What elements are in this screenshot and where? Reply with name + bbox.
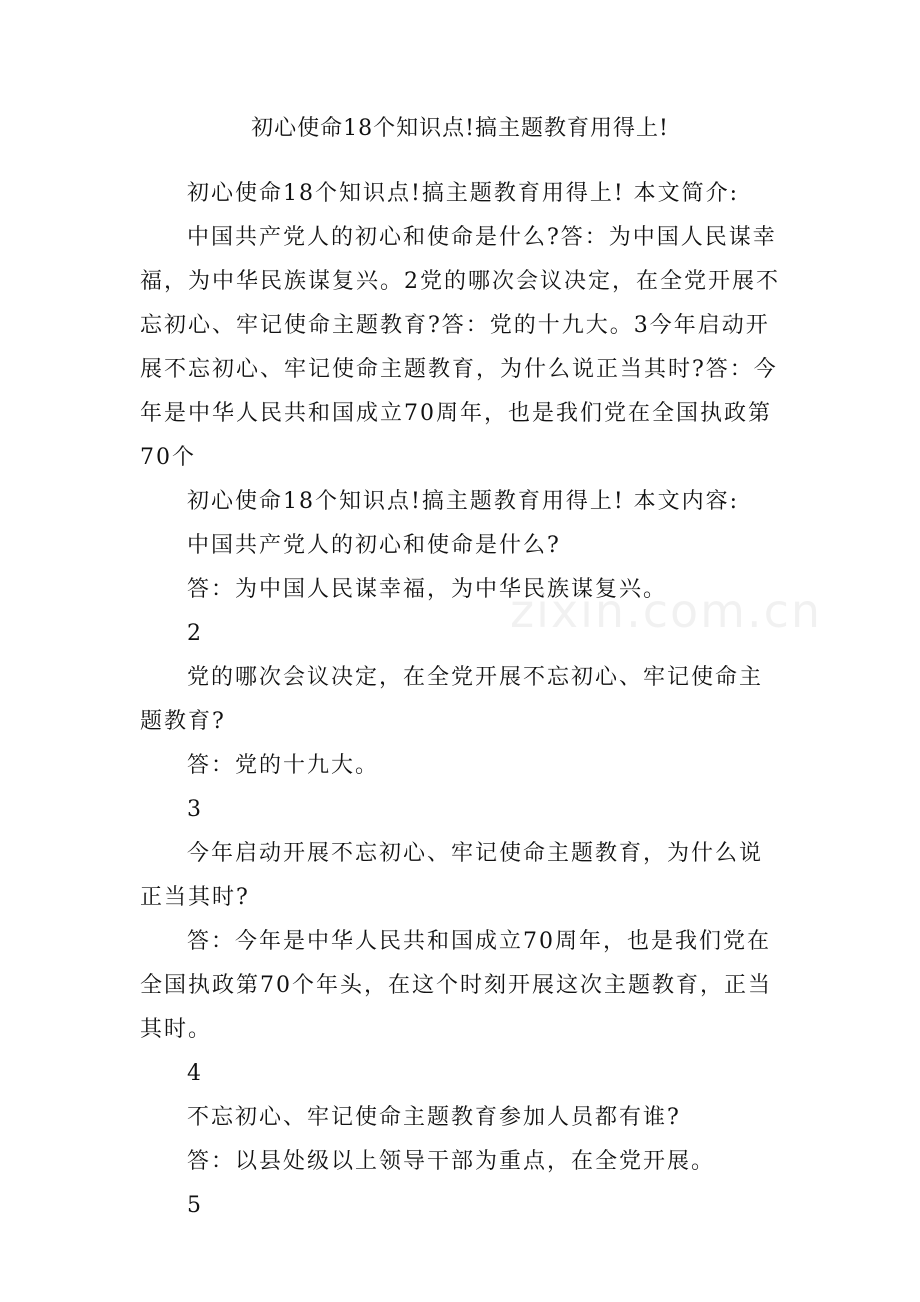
item-number-4: 4 — [187, 1061, 203, 1086]
question-2: 党的哪次会议决定，在全党开展不忘初心、牢记使命主题教育? — [140, 665, 764, 734]
question-4: 不忘初心、牢记使命主题教育参加人员都有谁? — [187, 1105, 681, 1130]
answer-3: 答：今年是中华人民共和国成立70周年，也是我们党在全国执政第70个年头，在这个时刻开展这次主题教育，正当其时。 — [140, 929, 772, 1042]
item-number-5: 5 — [187, 1193, 203, 1218]
item-number-3: 3 — [187, 797, 203, 822]
answer-1: 答：为中国人民谋幸福，为中华民族谋复兴。 — [187, 577, 668, 602]
paragraph-content-heading: 初心使命18个知识点!搞主题教育用得上! 本文内容: — [187, 489, 740, 514]
answer-4: 答：以县处级以上领导干部为重点，在全党开展。 — [187, 1149, 716, 1174]
item-number-2: 2 — [187, 621, 203, 646]
question-1: 中国共产党人的初心和使命是什么? — [187, 533, 561, 558]
paragraph-intro-heading: 初心使命18个知识点!搞主题教育用得上! 本文简介: — [187, 181, 740, 206]
question-3: 今年启动开展不忘初心、牢记使命主题教育，为什么说正当其时? — [140, 841, 764, 910]
answer-2: 答：党的十九大。 — [187, 753, 380, 778]
document-title: 初心使命18个知识点!搞主题教育用得上! — [251, 116, 669, 141]
paragraph-intro-summary: 中国共产党人的初心和使命是什么?答：为中国人民谋幸福，为中华民族谋复兴。2党的哪次会议决定，在全党开展不忘初心、牢记使命主题教育?答：党的十九大。3今年启动开展不忘初心、牢记使命主题教育，为什么说正当其时?答：今年是中华人民共和国成立70周年，也是我们党在全国执政第70个 — [140, 225, 780, 470]
document-body — [140, 172, 785, 1228]
watermark: zixin.com.cn — [510, 584, 823, 638]
